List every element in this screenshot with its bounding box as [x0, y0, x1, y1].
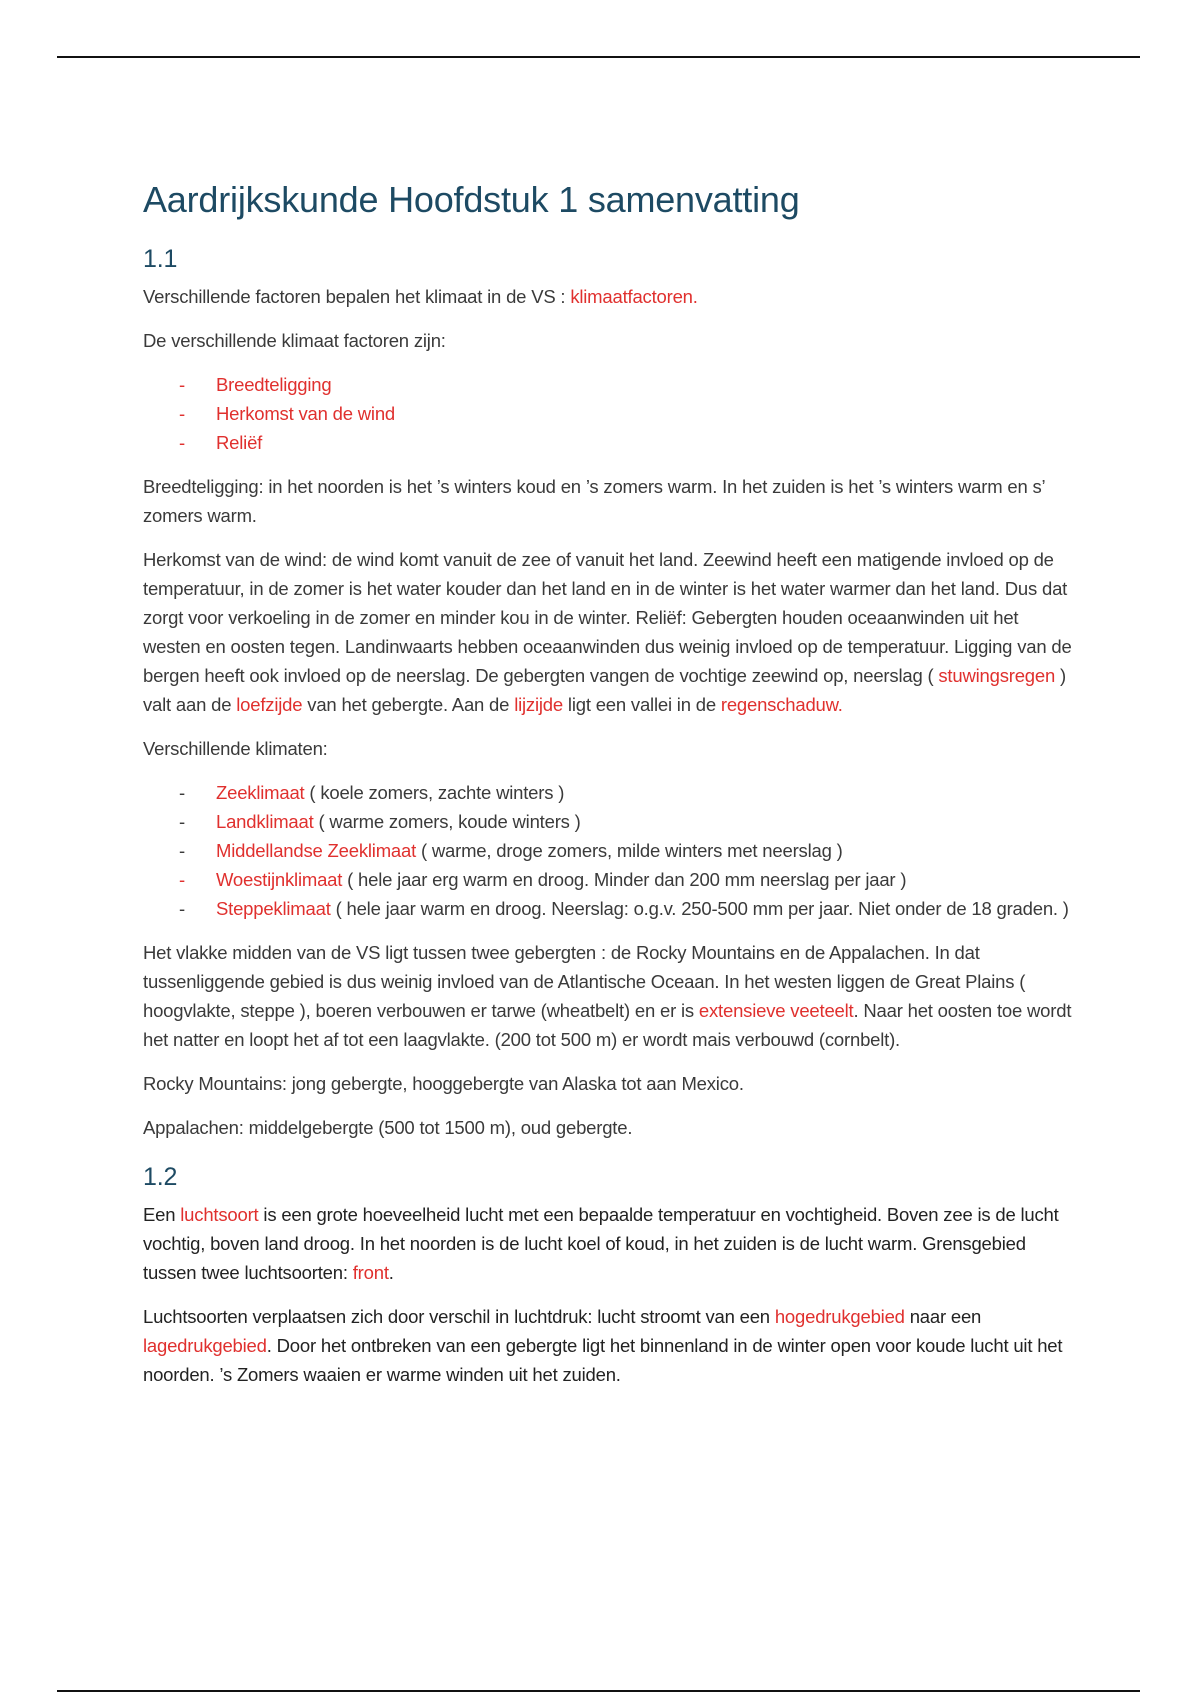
- highlighted-term: klimaatfactoren.: [570, 286, 698, 307]
- bullet-list: [143, 778, 1073, 923]
- list-item: [143, 778, 1073, 807]
- text-run: Verschillende klimaten:: [143, 738, 328, 759]
- text-run: ( koele zomers, zachte winters ): [304, 782, 565, 803]
- text-run: naar een: [904, 1306, 982, 1327]
- text-run: .: [388, 1262, 394, 1283]
- paragraph: [143, 734, 1073, 763]
- list-item: [143, 370, 1073, 399]
- text-run: Rocky Mountains: jong gebergte, hooggebergte van Alaska tot aan Mexico.: [143, 1073, 744, 1094]
- bullet-dash: -: [179, 432, 185, 453]
- highlighted-term: extensieve veeteelt: [698, 1000, 854, 1021]
- document-title: Aardrijkskunde Hoofdstuk 1 samenvatting: [143, 179, 800, 220]
- highlighted-term: loefzijde: [236, 694, 303, 715]
- bullet-dash: -: [179, 782, 185, 803]
- paragraph: [143, 472, 1073, 530]
- document-page: [143, 178, 1073, 1404]
- text-run: ( warme, droge zomers, milde winters met neerslag ): [416, 840, 843, 861]
- text-run: . Door het ontbreken van een gebergte ligt het binnenland in de winter open voor koude lucht uit het noorden. ’s Zomers waaien er warme winden uit het zuiden.: [143, 1335, 1063, 1385]
- text-run: ( hele jaar warm en droog. Neerslag: o.g.v. 250-500 mm per jaar. Niet onder de 18 graden. ): [330, 898, 1069, 919]
- highlighted-term: Middellandse Zeeklimaat: [216, 840, 417, 861]
- text-run: Herkomst van de wind: de wind komt vanuit de zee of vanuit het land. Zeewind heeft een matigende invloed op de temperatuur, in de zomer is het water kouder dan het land en in de winter is het water warmer dan het land. Dus dat zorgt voor verkoeling in de zomer en minder kou in de winter. Reliëf: Gebergten houden oceaanwinden uit het westen en oosten tegen. Landinwaarts hebben oceaanwinden dus weinig invloed op de temperatuur. Ligging van de bergen heeft ook invloed op de neerslag. De gebergten vangen de vochtige zeewind op, neerslag (: [143, 549, 1072, 686]
- paragraph: [143, 1302, 1073, 1389]
- paragraph: [143, 1069, 1073, 1098]
- highlighted-term: Woestijnklimaat: [216, 869, 343, 890]
- list-item: [143, 894, 1073, 923]
- paragraph: [143, 1200, 1073, 1287]
- paragraph: [143, 938, 1073, 1054]
- bullet-dash: -: [179, 898, 185, 919]
- paragraph: [143, 282, 1073, 311]
- bottom-rule: [57, 1690, 1140, 1692]
- bullet-dash: -: [179, 374, 185, 395]
- paragraph: [143, 1113, 1073, 1142]
- highlighted-term: hogedrukgebied: [774, 1306, 905, 1327]
- highlighted-term: Zeeklimaat: [216, 782, 305, 803]
- text-run: Het vlakke midden van de VS ligt tussen twee gebergten : de Rocky Mountains en de Appalachen. In dat tussenliggende gebied is dus weinig invloed van de Atlantische Oceaan. In het westen liggen de Great Plains ( hoogvlakte, steppe ), boeren verbouwen er tarwe (wheatbelt) en er is: [143, 942, 1026, 1021]
- highlighted-term: lijzijde: [514, 694, 563, 715]
- list-item: [143, 399, 1073, 428]
- bullet-list: [143, 370, 1073, 457]
- text-run: Luchtsoorten verplaatsen zich door verschil in luchtdruk: lucht stroomt van een: [143, 1306, 775, 1327]
- text-run: ) valt aan de: [143, 665, 1066, 715]
- highlighted-term: regenschaduw.: [720, 694, 843, 715]
- highlighted-term: Reliëf: [216, 432, 263, 453]
- paragraph: [143, 545, 1073, 719]
- text-run: Een: [143, 1204, 181, 1225]
- highlighted-term: Landklimaat: [216, 811, 314, 832]
- highlighted-term: Steppeklimaat: [216, 898, 331, 919]
- section-heading: 1.1: [143, 245, 178, 273]
- text-run: De verschillende klimaat factoren zijn:: [143, 330, 446, 351]
- top-rule: [57, 56, 1140, 58]
- highlighted-term: luchtsoort: [180, 1204, 259, 1225]
- highlighted-term: Breedteligging: [216, 374, 332, 395]
- text-run: Verschillende factoren bepalen het klimaat in de VS :: [143, 286, 571, 307]
- text-run: Breedteligging: in het noorden is het ’s winters koud en ’s zomers warm. In het zuiden is het ’s winters warm en s’ zomers warm.: [143, 476, 1045, 526]
- document-body: [143, 242, 1073, 1389]
- highlighted-term: stuwingsregen: [938, 665, 1056, 686]
- text-run: ( warme zomers, koude winters ): [313, 811, 581, 832]
- text-run: ( hele jaar erg warm en droog. Minder dan 200 mm neerslag per jaar ): [342, 869, 907, 890]
- text-run: is een grote hoeveelheid lucht met een bepaalde temperatuur en vochtigheid. Boven zee is de lucht vochtig, boven land droog. In het noorden is de lucht koel of koud, in het zuiden is de lucht warm. Grensgebied tussen twee luchtsoorten:: [143, 1204, 1059, 1283]
- text-run: . Naar het oosten toe wordt het natter en loopt het af tot een laagvlakte. (200 tot 500 m) er wordt mais verbouwd (cornbelt).: [143, 1000, 1072, 1050]
- list-item: [143, 807, 1073, 836]
- text-run: Appalachen: middelgebergte (500 tot 1500 m), oud gebergte.: [143, 1117, 633, 1138]
- paragraph: [143, 326, 1073, 355]
- section-heading: 1.2: [143, 1163, 178, 1191]
- text-run: ligt een vallei in de: [562, 694, 721, 715]
- list-item: [143, 865, 1073, 894]
- bullet-dash: -: [179, 403, 185, 424]
- bullet-dash: -: [179, 811, 185, 832]
- list-item: [143, 428, 1073, 457]
- text-run: van het gebergte. Aan de: [302, 694, 515, 715]
- highlighted-term: lagedrukgebied: [143, 1335, 267, 1356]
- bullet-dash: -: [179, 840, 185, 861]
- list-item: [143, 836, 1073, 865]
- highlighted-term: front: [352, 1262, 389, 1283]
- highlighted-term: Herkomst van de wind: [216, 403, 396, 424]
- bullet-dash: -: [179, 869, 185, 890]
